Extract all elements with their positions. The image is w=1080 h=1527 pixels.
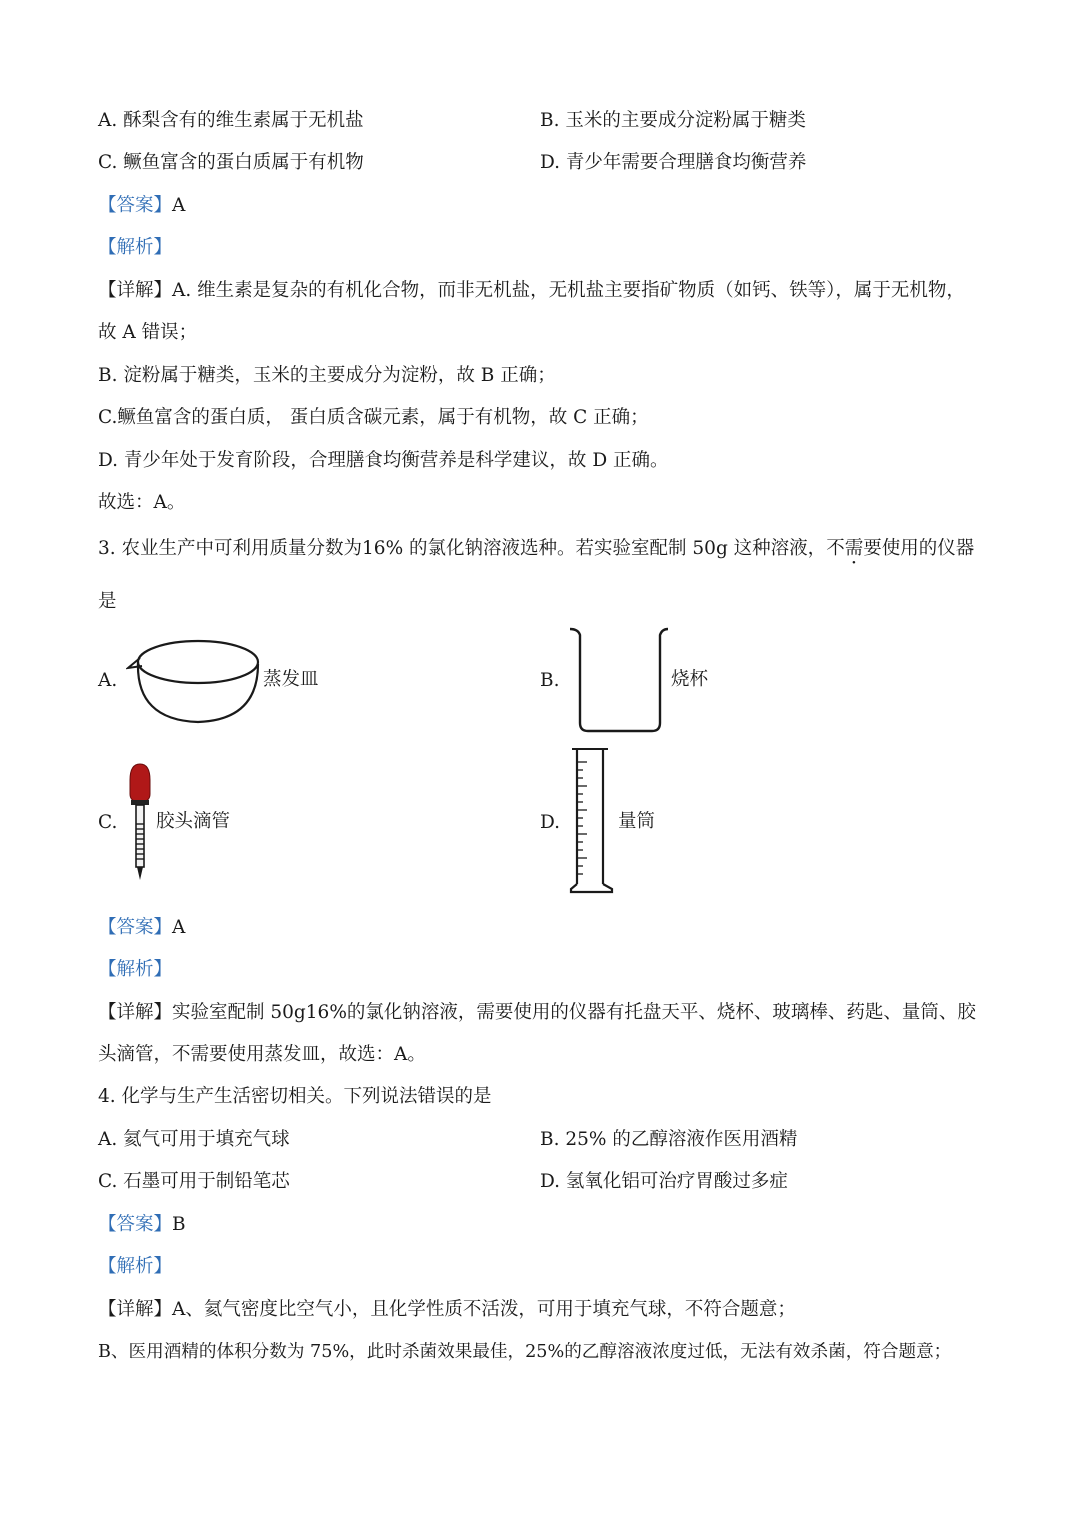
analysis-tag: 【解析】 <box>98 959 173 980</box>
q2-detail-line: B. 淀粉属于糖类，玉米的主要成分为淀粉，故 B 正确； <box>98 365 556 386</box>
answer-tag: 【答案】 <box>98 195 173 216</box>
detail-tag: 【详解】 <box>98 1002 173 1023</box>
answer-value: B <box>172 1214 186 1235</box>
detail-text: A. 维生素是复杂的有机化合物，而非无机盐，无机盐主要指矿物质（如钙、铁等），属于无机物， <box>172 280 965 301</box>
q3-stem <box>98 536 974 562</box>
answer-value: A <box>172 195 186 216</box>
q3-option-a-letter: A. <box>98 670 118 691</box>
q4-option-d: D. 氢氧化铝可治疗胃酸过多症 <box>540 1171 788 1192</box>
q4-detail-line <box>98 1297 796 1323</box>
q2-analysis <box>98 235 172 261</box>
q2-option-d: D. 青少年需要合理膳食均衡营养 <box>540 152 807 173</box>
q4-stem: 4. 化学与生产生活密切相关。下列说法错误的是 <box>98 1086 492 1107</box>
analysis-tag: 【解析】 <box>98 1256 173 1277</box>
q4-detail-line: B、医用酒精的体积分数为 75%，此时杀菌效果最佳，25%的乙醇溶液浓度过低，无法有效杀菌，符合题意； <box>98 1342 952 1362</box>
q4-option-b: B. 25% 的乙醇溶液作医用酒精 <box>540 1129 798 1150</box>
q4-analysis <box>98 1254 172 1280</box>
answer-tag: 【答案】 <box>98 1214 173 1235</box>
q2-answer <box>98 193 185 219</box>
detail-tag: 【详解】 <box>98 280 173 301</box>
q3-stem-emphasis: 不需要 <box>826 538 882 559</box>
dropper-icon <box>126 762 154 882</box>
q2-detail-line: D. 青少年处于发育阶段，合理膳食均衡营养是科学建议，故 D 正确。 <box>98 450 669 471</box>
q3-option-d-label: 量筒 <box>618 811 656 832</box>
q3-option-a-label: 蒸发皿 <box>263 669 319 690</box>
q2-detail-line: 故选：A。 <box>98 492 186 513</box>
q2-option-c: C. 鳜鱼富含的蛋白质属于有机物 <box>98 152 364 173</box>
q3-stem-part1: 3. 农业生产中可利用质量分数为16% 的氯化钠溶液选种。若实验室配制 50g 这种溶液， <box>98 538 827 559</box>
q4-answer <box>98 1212 186 1238</box>
q3-answer <box>98 915 185 941</box>
q4-option-a: A. 氦气可用于填充气球 <box>98 1129 290 1150</box>
q3-analysis <box>98 957 172 983</box>
q3-stem-part2: 使用的仪器 <box>881 538 975 559</box>
q3-detail-line <box>98 1000 976 1026</box>
q2-detail-line: 故 A 错误； <box>98 322 198 343</box>
evaporating-dish-icon <box>126 634 266 726</box>
detail-text: A、氦气密度比空气小，且化学性质不活泼，可用于填充气球，不符合题意； <box>172 1299 796 1320</box>
q2-detail-line: C.鳜鱼富含的蛋白质， 蛋白质含碳元素，属于有机物，故 C 正确； <box>98 407 649 428</box>
q3-option-c-label: 胶头滴管 <box>156 811 231 832</box>
q2-option-a: A. 酥梨含有的维生素属于无机盐 <box>98 110 364 131</box>
q3-stem-line2: 是 <box>98 591 117 612</box>
q3-detail-line: 头滴管，不需要使用蒸发皿，故选：A。 <box>98 1044 426 1065</box>
answer-tag: 【答案】 <box>98 917 173 938</box>
q3-option-b-label: 烧杯 <box>671 669 709 690</box>
beaker-icon <box>566 625 672 735</box>
detail-text: 实验室配制 50g16%的氯化钠溶液，需要使用的仪器有托盘天平、烧杯、玻璃棒、药匙、量筒、胶 <box>172 1002 976 1023</box>
q3-option-d-letter: D. <box>540 812 561 833</box>
graduated-cylinder-icon <box>568 746 618 894</box>
q4-option-c: C. 石墨可用于制铅笔芯 <box>98 1171 290 1192</box>
q3-option-c-letter: C. <box>98 812 118 833</box>
q2-option-b: B. 玉米的主要成分淀粉属于糖类 <box>540 110 806 131</box>
q2-detail-line <box>98 278 965 304</box>
q3-option-b-letter: B. <box>540 670 560 691</box>
answer-value: A <box>172 917 186 938</box>
detail-tag: 【详解】 <box>98 1299 173 1320</box>
analysis-tag: 【解析】 <box>98 237 173 258</box>
